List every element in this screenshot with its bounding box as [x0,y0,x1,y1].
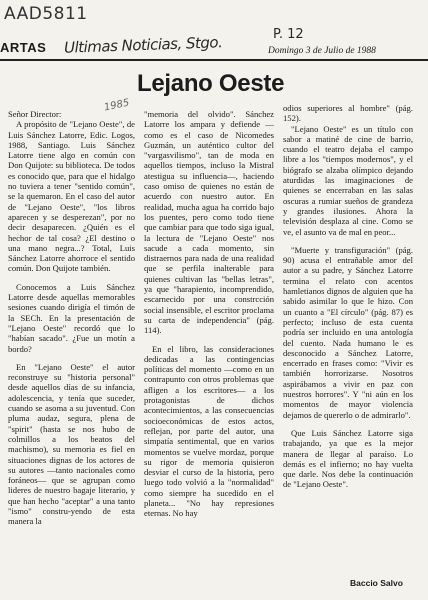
author-signature: Baccio Salvo [350,578,403,588]
paragraph: En el libro, las consideraciones dedicadas a las contingencias políticas del momento —como en un contrapunto con otros problemas que afligen a los escritores— a los protagonistas de dichos acontecimientos, a las consecuencias socioeconómicas de estos actos, reflejan, por parte del autor, una simpatía sentimental, que en varios momentos se vuelve mordaz, porque su rigor de memoria quisieron desviar el curso de la historia, pero luego todo volvió a la "normalidad" como siempre ha sucedido en el planeta... "No hay represiones eternas. No hay [144,343,274,519]
paragraph: Conocemos a Luis Sánchez Latorre desde aquellas memorables sesiones cuando dirigía el timón de la SECh. En la presentación de "Lejano Oeste" recordó que lo "habían sacado". ¿Fue un motín a bordo? [8,281,135,354]
article-column-1 [8,109,135,527]
page-mark-annotation: P. 12 [273,27,304,42]
paragraph: "Muerte y transfiguración" (pág. 90) acusa el entrañable amor del autor a su padre, y Sánchez Latorre termina el relato con acentos hamletianos dignos de alguien que ha sabido asimilar lo que le hizo. Con un cuanto a "El círculo" (pág. 87) es perfecto; incluso de esta cuenta podría ser incluido en una antología del cuento. Nada humano le es desconocido a Sánchez Latorre, encerrado en frases como: "Vivir es también horrorizarse. Nosotros aspirábamos a vivir en paz con nuestros horrores". Y "ni aún en los momentos de mayor violencia dejamos de quererlo o de admirarlo". [283,244,413,420]
paragraph: Que Luis Sánchez Latorre siga trabajando, ya que es la mejor manera de llegar al paraíso. Lo demás es el infierno; no hay vuelta que darle. Nos debe la continuación de "Lejano Oeste". [283,427,413,490]
section-header: ARTAS [0,40,47,55]
handwritten-source-annotation: Ultimas Noticias, Stgo. [63,33,223,57]
header-rule [0,59,428,61]
issue-date: Domingo 3 de Julio de 1988 [268,46,376,56]
paragraph: "memoria del olvido". Sánchez Latorre los ampara y defiende —como es el caso de Nicomedes Guzmán, un auténtico cultor del "vargasvilismo", tan de moda en aquellos tiempos, incluso la Mistral atestigua su influencia—, haciendo caso omiso de quienes no están de acuerdo con nuestro autor. En realidad, mucha agua ha corrido bajo los puentes, pero como todo tiene que cambiar para que todo siga igual, la lectura de "Lejano Oeste" nos sacude a cada momento, sin distraernos para nada de una realidad que se perfila inalterable para quienes cultivan las "bellas letras", ya que "harapiento, incomprendido, escarnecido por una constrcción social insensible, el escritor proclama su carta de independencia" (pág. 114). [144,109,274,336]
paragraph: A propósito de "Lejano Oeste", de Luis Sánchez Latorre, Edic. Logos, 1988, Santiago. Luis Sánchez Latorre tiene algo en común con Don Quijote: su biblioteca. De todos es conocido que, para que el hidalgo no tuviera a tener "sentido común", se la quemaron. En el caso del autor de "Lejano Oeste", "los libros aparecen y se desperezan", por no decir desaparecen. ¿Quién es el hechor de tal cosa? ¿El destino o una mano negra...? Total, Luis Sánchez Latorre ahorroce el sentido común. Don Quijote también. [8,119,135,274]
paragraph: odios superiores al hombre" (pág. 152). [283,103,413,124]
archive-code-annotation: AAD5811 [4,4,88,24]
paragraph: "Lejano Oeste" es un título con sabor a matiné de cine de barrio, cuando el teatro dejaba el campo libre a los "tiempos modernos", y el biógrafo se alzaba olímpico dejando aturdidas las imaginaciones de quienes se encerraban en las salas oscuras a rumiar sueños de grandeza y grandes ilusiones. Ahora la televisión desplaza al cine. Como se ve, el asunto va de mal en peor... [283,123,413,237]
article-column-3 [283,103,413,490]
margin-year-annotation: 1985 [103,97,131,114]
salutation: Señor Director: [8,109,62,119]
article-title: Lejano Oeste [137,70,285,97]
article-column-2 [144,109,274,519]
paragraph: En "Lejano Oeste" el autor reconstruye su "historia personal" desde aquellos días de su infancia, adolescencia, y tenía que suceder, cuando se asoma a su juventud. Con pluma audaz, segura, plena de "spirit" (hasta se nos hubo de colmillos a los beatos del machismo), su memoria es fiel en situaciones dignas de los actores de su autores —tanto nacionales como foráneos— que se agrupan como lideres de nuestro bagaje literario, y que han hecho "aceptar" a una tanto "ismo" constru-yendo de esta manera la [8,361,135,527]
